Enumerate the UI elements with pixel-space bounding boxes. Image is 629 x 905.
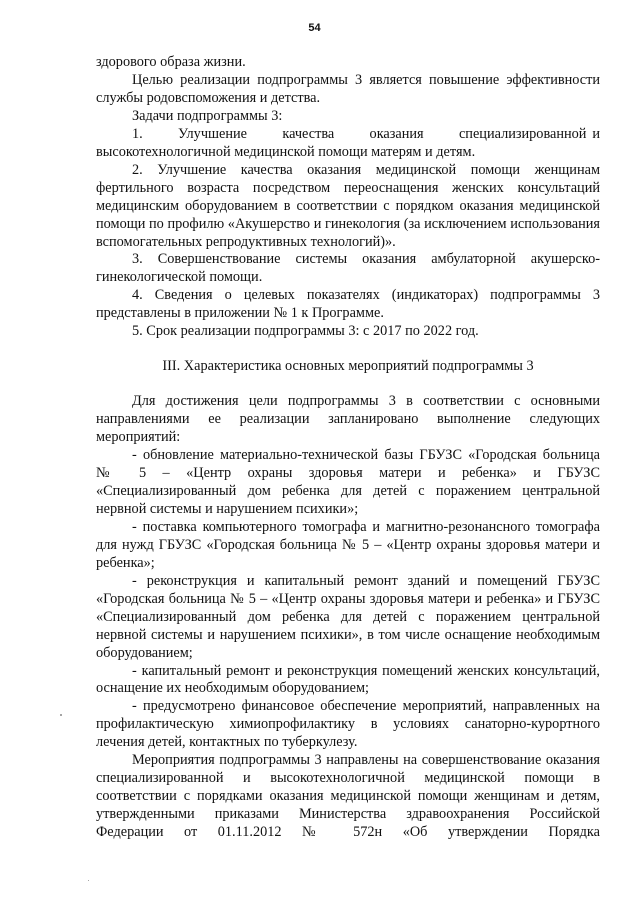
- list-item-measure-3: - реконструкция и капитальный ремонт зданий и помещений ГБУЗС «Городская больница № 5 – «Центр охраны здоровья матери и ребенка» и ГБУЗС «Специализированный дом ребенка для детей с поражением центральной нервной системы и нарушением психики», в том числе оснащение необходимым оборудованием;: [96, 572, 600, 661]
- paragraph-task-2: 2. Улучшение качества оказания медицинской помощи женщинам фертильного возраста посредством переоснащения женских консультаций медицинским оборудованием в соответствии с порядком оказания медицинской помощи по профилю «Акушерство и гинекология (за исключением использования вспомогательных репродуктивных технологий)».: [96, 161, 600, 250]
- paragraph-continuation: здорового образа жизни.: [96, 54, 246, 70]
- list-item-measure-5: - предусмотрено финансовое обеспечение мероприятий, направленных на профилактическую химиопрофилактику в условиях санаторно-курортного лечения детей, контактных по туберкулезу.: [96, 698, 600, 751]
- paragraph-goal: Целью реализации подпрограммы 3 является повышение эффективности службы родовспоможения и детства.: [96, 71, 600, 106]
- section-heading: III. Характеристика основных мероприятий подпрограммы 3: [162, 358, 534, 375]
- scan-speck: [60, 714, 62, 716]
- paragraph-task-4: 4. Сведения о целевых показателях (индикаторах) подпрограммы 3 представлены в приложении № 1 к Программе.: [96, 287, 600, 322]
- paragraph-task-1: 1. Улучшение качества оказания специализированной и высокотехнологичной медицинской помощи матерям и детям.: [96, 125, 604, 160]
- page-number: 54: [308, 22, 321, 34]
- paragraph-measures-direction: Мероприятия подпрограммы 3 направлены на совершенствование оказания специализированной и высокотехнологичной медицинской помощи в соответствии с порядками оказания медицинской помощи женщинам и детям, утвержденными приказами Министерства здравоохранения Российской Федерации от 01.11.2012 № 572н «Об утверждении Порядка: [96, 752, 600, 841]
- list-item-measure-4: - капитальный ремонт и реконструкция помещений женских консультаций, оснащение их необходимым оборудованием;: [96, 662, 600, 697]
- document-body: [96, 54, 604, 842]
- paragraph-task-5: 5. Срок реализации подпрограммы 3: с 2017 по 2022 год.: [132, 323, 479, 340]
- paragraph-measures-intro: Для достижения цели подпрограммы 3 в соответствии с основными направлениями ее реализации запланировано выполнение следующих мероприятий:: [96, 393, 600, 446]
- list-item-measure-2: - поставка компьютерного томографа и магнитно-резонансного томографа для нужд ГБУЗС «Городская больница № 5 – «Центр охраны здоровья матери и ребенка»;: [96, 518, 600, 571]
- paragraph-task-3: 3. Совершенствование системы оказания амбулаторной акушерско-гинекологической помощи.: [96, 251, 600, 286]
- scan-speck: [88, 880, 89, 881]
- list-item-measure-1: - обновление материально-технической базы ГБУЗС «Городская больница № 5 – «Центр охраны здоровья матери и ребенка» и ГБУЗС «Специализированный дом ребенка для детей с поражением центральной нервной системы и нарушением психики»;: [96, 447, 600, 517]
- paragraph-tasks-heading: Задачи подпрограммы 3:: [132, 107, 283, 124]
